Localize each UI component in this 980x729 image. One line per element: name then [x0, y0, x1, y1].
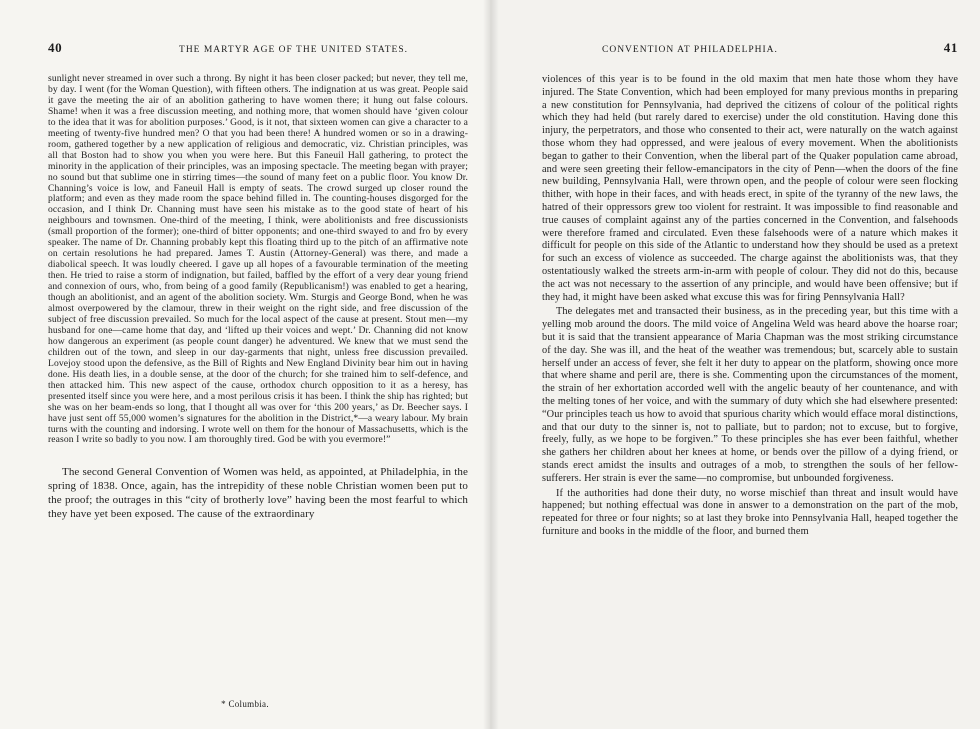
right-body: [542, 74, 958, 539]
paragraph: The second General Convention of Women was held, as appointed, at Philadelphia, in the spring of 1838. Once, again, has the intrepidity of these noble Christian women been put to the proof; the outrages in this “city of brotherly love” having been the most fearful to which they have yet been exposed. The cause of the extraordinary: [48, 466, 468, 520]
footnote: * Columbia.: [221, 699, 269, 709]
right-page-header: [542, 40, 958, 56]
paragraph: violences of this year is to be found in the old maxim that men hate those whom they have injured. The State Convention, which had been employed for many previous months in preparing a new constitution for Pennsylvania, had deprived the citizens of colour of the political rights which they had held (but rarely dared to exercise) under the old constitution. Having done this injury, the perpetrators, and those who consented to their act, were naturally on the watch against those whom they had oppressed, and were jealous of every movement. When the abolitionists began to gather to their Convention, when the liberal part of the Quaker population came abroad, and were seen greeting their fellow-emancipators in the city of Penn—when the doors of the fine new building, Pennsylvania Hall, were thrown open, and the people of colour were seen flocking thither, with hope in their faces, and with heads erect, in spite of the tyranny of the new laws, the hatred of their oppressors grew too violent for restraint. It was impossible to find reasonable and true causes of complaint against any of the parties concerned in the Convention, and falsehoods were therefore framed and circulated. Even these falsehoods were of a nature which makes it difficult for people on this side of the Atlantic to understand how they should be used as a pretext for such an excess of violence as succeeded. The charge against the abolitionists was, that they ostentatiously walked the streets arm-in-arm with people of colour. They did not do this, because the act was not necessary to the assertion of any principle, and would have been offensive; but if they had, it might have been asked what excuse this was for firing Pennsylvania Hall?: [542, 74, 958, 303]
page-number: 40: [48, 40, 63, 55]
left-body-section: [48, 466, 468, 521]
paragraph: The delegates met and transacted their business, as in the preceding year, but this time with a yelling mob around the doors. The mild voice of Angelina Weld was heard above the hoarse roar; but it is said that the transient appearance of Maria Chapman was the most striking circumstance of the day. She was ill, and the heat of the weather was tremendous; but, scarcely able to sustain herself under an access of fever, she felt it her duty to appear on the platform, showing once more that where shame and peril are, there is she. Commenting upon the circumstances of the moment, the strain of her exhortation accorded well with the angelic beauty of her countenance, and with the melting tones of her voice, and with the summary of duty which she had elsewhere presented: “Our principles teach us how to avoid that spurious charity which would efface moral distinctions, and that our duty to the sinner is, not to palliate, but to pardon; not to excuse, but to forgive, freely, fully, as we hope to be forgiven.” To these principles she has ever been faithful, whether she gathers her children about her knees at home, or bends over the pillow of a dying friend, or stands erect amidst the insults and outrages of a mob, to strengthen the souls of her fellow-sufferers. Her strain is ever the same—no compromise, but unbounded forgiveness.: [542, 306, 958, 484]
running-title: THE MARTYR AGE OF THE UNITED STATES.: [179, 45, 408, 55]
book-gutter-shadow: [483, 0, 499, 729]
page-number: 41: [943, 40, 958, 55]
right-page: [490, 0, 980, 729]
paragraph: If the authorities had done their duty, no worse mischief than threat and insult would have happened; but nothing effectual was done in answer to a demonstration on the part of the mob, repeated for three or four nights; so at last they broke into Pennsylvania Hall, heaped together the furniture and books in the middle of the floor, and burned them: [542, 487, 958, 537]
left-body: [48, 74, 468, 446]
running-title: CONVENTION AT PHILADELPHIA.: [602, 45, 778, 55]
paragraph: sunlight never streamed in over such a throng. By night it has been closer packed; but never, they tell me, by day. I went (for the Woman Question), with fifteen others. The indignation at us was great. People said it gave the meeting the air of an abolition gathering to have women there; it hung out false colours. Shame! when it was a free discussion meeting, and nothing more, that women should have ‘given colour to the idea that it was for abolition purposes.’ Good, is it not, that sixteen women can give a character to a meeting of twenty-five hundred men? O that you had been there! A hundred women or so in a drawing-room, gathered together by a new application of religious and democratic, viz. Christian principles, was all that Boston had to show you when you were here. But this Faneuil Hall gathering, to protect the minority in the application of their principles, was an imposing spectacle. The meeting began with prayer; no sound but that sublime one in stirring times—the sound of many feet on a public floor. You know Dr. Channing’s voice is low, and Faneuil Hall is empty of seats. The crowd surged up closer round the platform; and even as they made room the space behind filled in. The counting-houses disgorged for the occasion, and I think Dr. Channing must have seen his mistake as to the good state of heart of his neighbours and townsmen. One-third of the meeting, I think, were abolitionists and free discussionists (small proportion of the former); one-third of bitter opponents; and one-third swayed to and fro by every speaker. The name of Dr. Channing probably kept this floating third up to the pitch of an affirmative note on certain resolutions he had prepared. James T. Austin (Attorney-General) was there, and made a diabolical speech. It was loudly cheered. I gave up all hopes of a favourable termination of the meeting then. He tried to raise a storm of indignation, but failed, baffled by the effort of a very dear young friend and connexion of ours, who, from being of a good family (Republicanism!) was enabled to get a hearing, though an abolitionist, and an agent of the abolition society. Wm. Sturgis and George Bond, when he was almost overpowered by the clamour, threw in their weight on the right side, and free discussion of the subject of free discussion prevailed. So much for the local aspect of the cause at present. Stout men—my husband for one—came home that day, and ‘lifted up their voices and wept.’ Dr. Channing did not know how dangerous an experiment (as people count danger) he adventured. We knew that we must send the children out of the town, and sleep in our day-garments that night, unless free discussion prevailed. Lovejoy stood upon the defensive, as the Bill of Rights and New England Divinity bear him out in having done. His death lies, in a double sense, at the door of the church; for she trained him to self-defence, and then attacked him. This new aspect of the cause, orthodox church opposition to it as a heresy, has presented itself since you were here, and a most perilous crisis it has been. I think the ship has righted; but she was on her beam-ends so long, that I thought all was over for ‘this 200 years,’ as Dr. Beecher says. I have just sent off 55,000 women’s signatures for the abolition in the District,*—a weary labour. My brain turns with the counting and indorsing. I wrote well on them for the honour of Massachusetts, which is the reason I write so badly to you now. I am thoroughly tired. God be with you evermore!”: [48, 73, 468, 446]
left-page-header: [48, 40, 468, 56]
